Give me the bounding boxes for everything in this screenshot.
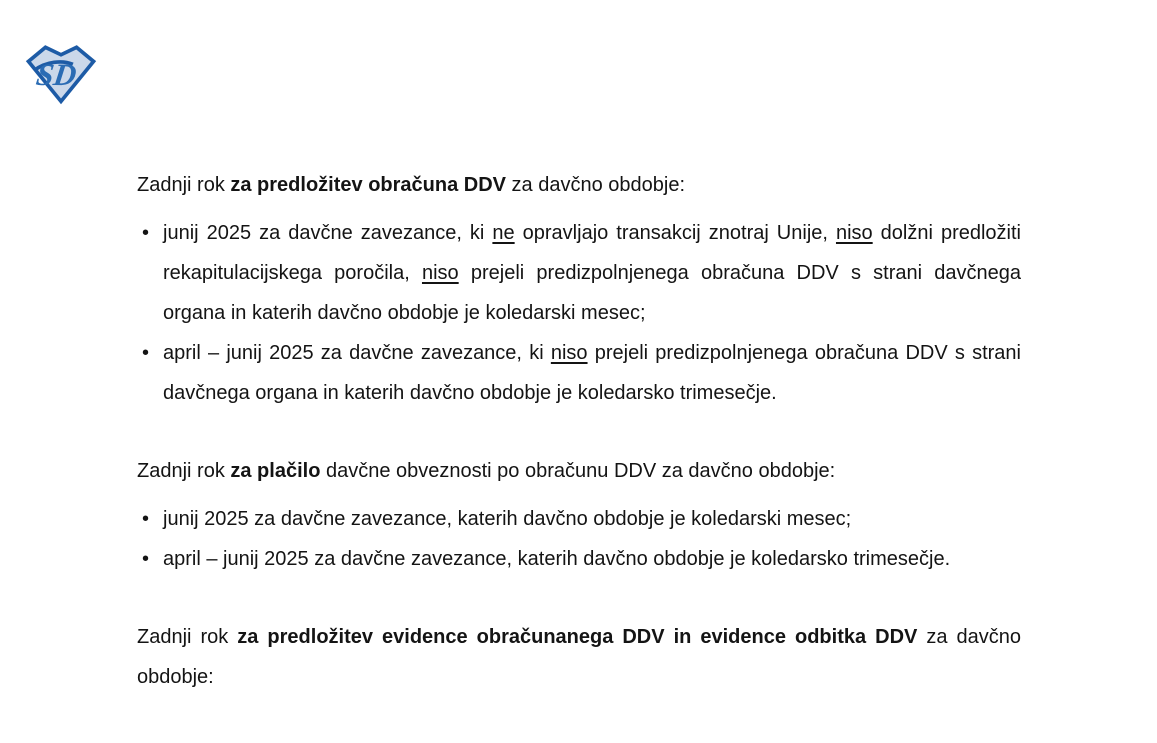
heading-text: Zadnji rok — [137, 460, 231, 482]
body-text: dolžni predložiti rekapitulacijskega poročila, — [163, 222, 1021, 284]
list-item — [163, 213, 1021, 333]
bullet-list — [137, 499, 1021, 579]
body-text: april – junij 2025 za davčne zavezance, katerih davčno obdobje je koledarsko trimesečje. — [163, 548, 951, 570]
bullet-list — [137, 213, 1021, 413]
section-heading — [137, 451, 1021, 491]
list-item — [163, 333, 1021, 413]
heading-text: za davčno obdobje: — [137, 626, 1022, 688]
document-page — [137, 165, 1021, 705]
section-predlozitev-obracuna — [137, 165, 1021, 413]
heading-bold-text: za plačilo — [230, 460, 321, 482]
list-item — [163, 499, 1021, 539]
heading-bold-text: za predložitev evidence obračunanega DDV in evidence odbitka DDV — [237, 626, 918, 648]
body-text: junij 2025 za davčne zavezance, katerih davčno obdobje je koledarski mesec; — [163, 508, 852, 530]
section-predlozitev-evidence — [137, 617, 1021, 697]
section-heading — [137, 617, 1021, 697]
heading-text: za davčno obdobje: — [506, 174, 686, 196]
body-text: prejeli predizpolnjenega obračuna DDV s strani davčnega organa in katerih davčno obdobje je koledarski mesec; — [163, 262, 1022, 324]
body-text: opravljajo transakcij znotraj Unije, — [514, 222, 836, 244]
heading-text: davčne obveznosti po obračunu DDV za davčno obdobje: — [320, 460, 836, 482]
list-item — [163, 539, 1021, 579]
body-text: april – junij 2025 za davčne zavezance, ki — [163, 342, 551, 364]
underlined-text: niso — [421, 262, 459, 284]
underlined-text: niso — [550, 342, 588, 364]
underlined-text: niso — [835, 222, 873, 244]
body-text: junij 2025 za davčne zavezance, ki — [163, 222, 493, 244]
heading-text: Zadnji rok — [137, 626, 238, 648]
underlined-text: ne — [492, 222, 515, 244]
heading-bold-text: za predložitev obračuna DDV — [230, 174, 506, 196]
section-heading — [137, 165, 1021, 205]
sd-diamond-logo — [24, 42, 98, 106]
logo-letters: SD — [34, 57, 79, 93]
heading-text: Zadnji rok — [137, 174, 231, 196]
section-placilo — [137, 451, 1021, 579]
body-text: prejeli predizpolnjenega obračuna DDV s strani davčnega organa in katerih davčno obdobje je koledarsko trimesečje. — [163, 342, 1021, 404]
